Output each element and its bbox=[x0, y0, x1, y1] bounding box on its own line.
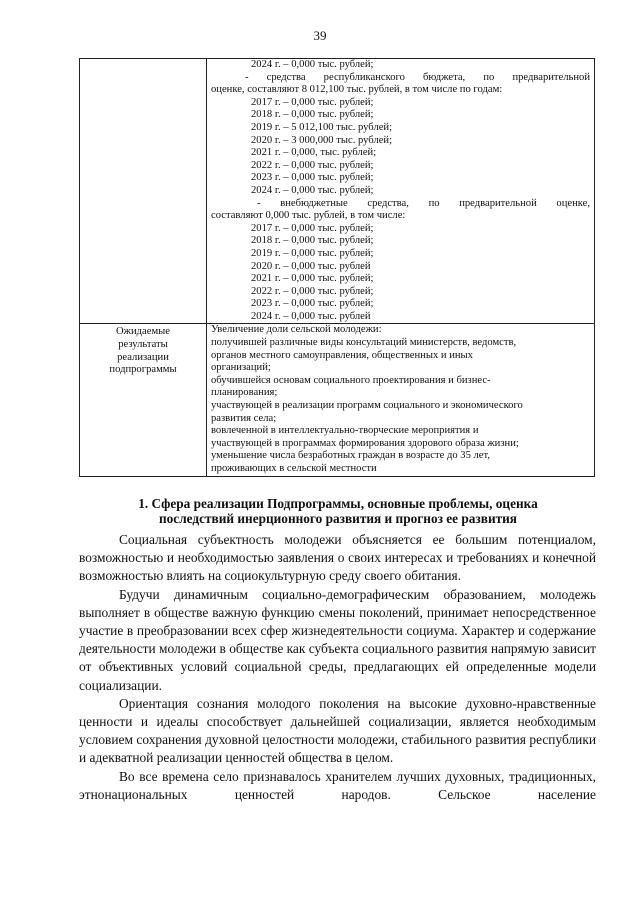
expected-results-cell bbox=[207, 324, 595, 476]
label-line: результаты bbox=[118, 339, 168, 351]
funding-line: 2019 г. – 0,000 тыс. рублей; bbox=[251, 247, 374, 259]
expected-line: уменьшение числа безработных граждан в возрасте до 35 лет, bbox=[211, 450, 490, 462]
expected-line: планирования; bbox=[211, 387, 278, 399]
funding-line: 2019 г. – 5 012,100 тыс. рублей; bbox=[251, 121, 393, 133]
funding-line: - внебюджетные средства, по предварительной оценке, bbox=[257, 197, 590, 209]
expected-line: вовлеченной в интеллектуально-творческие мероприятия и bbox=[211, 425, 479, 437]
funding-line: 2017 г. – 0,000 тыс. рублей; bbox=[251, 96, 374, 108]
body-text bbox=[79, 531, 596, 804]
funding-line: 2020 г. – 3 000,000 тыс. рублей; bbox=[251, 134, 393, 146]
funding-line: 2024 г. – 0,000 тыс. рублей; bbox=[251, 184, 374, 196]
expected-line: организаций; bbox=[211, 362, 271, 374]
expected-line: получившей различные виды консультаций министерств, ведомств, bbox=[211, 337, 517, 349]
table-row bbox=[80, 59, 595, 324]
funding-line: 2020 г. – 0,000 тыс. рублей bbox=[251, 260, 371, 272]
funding-line: 2018 г. – 0,000 тыс. рублей; bbox=[251, 109, 374, 121]
section-title bbox=[78, 496, 598, 526]
funding-line: 2023 г. – 0,000 тыс. рублей; bbox=[251, 172, 374, 184]
funding-line: 2024 г. – 0,000 тыс. рублей; bbox=[251, 59, 374, 70]
funding-line: 2022 г. – 0,000 тыс. рублей; bbox=[251, 159, 374, 171]
funding-line: 2022 г. – 0,000 тыс. рублей; bbox=[251, 285, 374, 297]
expected-results-label bbox=[80, 324, 207, 476]
paragraph: Ориентация сознания молодого поколения на высокие духовно-нравственные ценности и идеалы способствует дальнейшей социализации, является необходимым условием сохранения духовной целостности молодежи, стабильного развития республики и адекватной реализации ценностей общества в целом. bbox=[79, 695, 596, 766]
paragraph: Будучи динамичным социально-демографическим образованием, молодежь выполняет в обществе важную функцию смены поколений, принимает непосредственное участие в преобразовании всех сфер жизнедеятельности социума. Характер и содержание деятельности молодежи в обществе как субъекта социального развития напрямую зависит от объективных условий социальной среды, предлагающих ей определенные модели социализации. bbox=[79, 586, 596, 693]
table-cell-empty bbox=[80, 59, 207, 324]
expected-line: участвующей в реализации программ социального и экономического bbox=[211, 400, 523, 412]
funding-cell bbox=[207, 59, 595, 324]
funding-line: оценке, составляют 8 012,100 тыс. рублей, в том числе по годам: bbox=[211, 84, 503, 96]
expected-line: развития села; bbox=[211, 412, 277, 424]
expected-line: обучившейся основам социального проектирования и бизнес- bbox=[211, 374, 491, 386]
expected-line: Увеличение доли сельской молодежи: bbox=[211, 324, 382, 336]
expected-line: проживающих в сельской местности bbox=[211, 463, 377, 474]
section-title-line: 1. Сфера реализации Подпрограммы, основные проблемы, оценка bbox=[138, 496, 538, 511]
funding-line: 2024 г. – 0,000 тыс. рублей bbox=[251, 310, 371, 322]
funding-line: составляют 0,000 тыс. рублей, в том числе: bbox=[211, 210, 406, 222]
funding-line: 2021 г. – 0,000 тыс. рублей; bbox=[251, 273, 374, 285]
paragraph: Во все времена село признавалось хранителем лучших духовных, традиционных, этнонациональных ценностей народов. Сельское население bbox=[79, 768, 596, 802]
page-number: 39 bbox=[313, 28, 327, 43]
funding-line: 2021 г. – 0,000, тыс. рублей; bbox=[251, 147, 377, 159]
expected-line: участвующей в программах формирования здорового образа жизни; bbox=[211, 437, 519, 449]
funding-line: 2017 г. – 0,000 тыс. рублей; bbox=[251, 222, 374, 234]
paragraph: Социальная субъектность молодежи объясняется ее большим потенциалом, возможностью и необходимостью заявления о своих интересах и требованиях и конечной возможностью влиять на социокультурную среду своего обитания. bbox=[79, 532, 596, 584]
funding-table bbox=[79, 58, 595, 477]
label-line: подпрограммы bbox=[109, 364, 177, 376]
funding-line: 2023 г. – 0,000 тыс. рублей; bbox=[251, 298, 374, 310]
funding-line: 2018 г. – 0,000 тыс. рублей; bbox=[251, 235, 374, 247]
table-row bbox=[80, 324, 595, 476]
funding-line: - средства республиканского бюджета, по предварительной bbox=[245, 71, 590, 83]
label-line: Ожидаемые bbox=[116, 326, 170, 338]
expected-line: органов местного самоуправления, общественных и иных bbox=[211, 349, 473, 361]
label-line: реализации bbox=[117, 351, 169, 363]
section-title-line: последствий инерционного развития и прогноз ее развития bbox=[158, 511, 518, 526]
